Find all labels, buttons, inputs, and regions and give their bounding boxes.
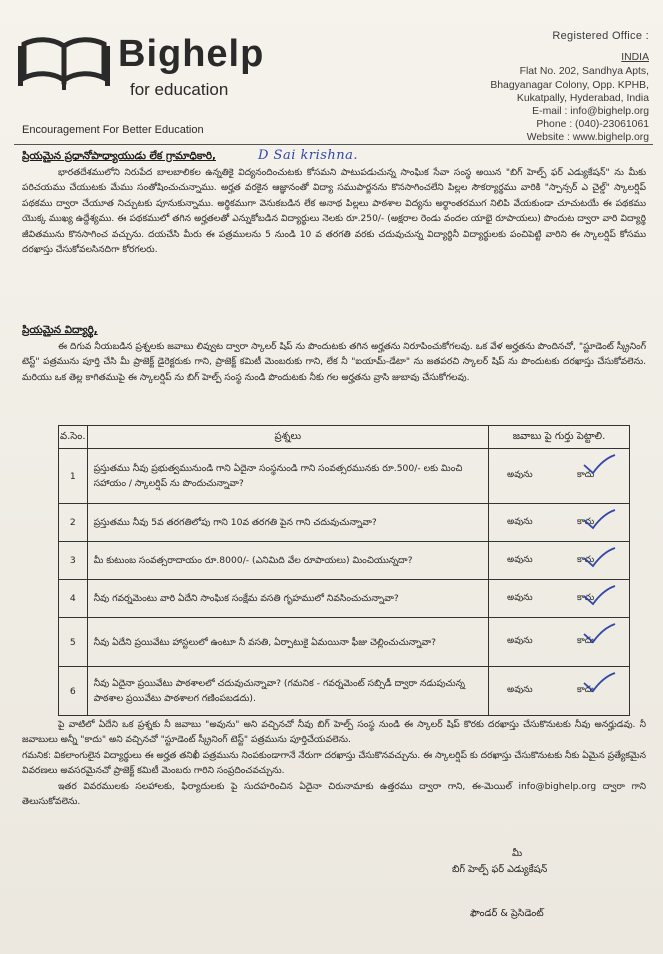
salutation-headmaster: ప్రియమైన ప్రధానోపాధ్యాయుడు లేక గ్రామాధికారి, (22, 150, 216, 162)
intro-paragraph (22, 166, 646, 258)
question-text: నీవు ఏదైనా ప్రయివేటు పాఠశాలలో చదువుచున్నావా? (గమనిక - గవర్నమెంట్ సబ్సిడీ ద్వారా నడుపుచున్న పాఠశాల ప్రయివేటు పాఠశాలగ గణింపబడదు). (87, 667, 488, 716)
question-text: మీ కుటుంబ సంవత్సరాదాయం రూ.8000/- (ఎనిమిది వేల రూపాయలు) మించియున్నదా? (87, 542, 488, 580)
open-book-logo-icon (18, 30, 110, 92)
office-label: Registered Office : (552, 30, 649, 42)
answer-cell[interactable] (489, 667, 630, 716)
no-option[interactable]: కాదు (577, 636, 595, 646)
table-row (59, 449, 630, 504)
col-header-serial: వ.సెం. (59, 426, 88, 449)
contact-note: ఇతర వివరములకు సలహాలకు, ఫిర్యాదులకు పై సుదహరించిన ఏదైనా చిరునామాకు ఉత్తరము ద్వారా గాని, ఈ-మెయిల్ info@bighelp.org ద్వారా గాని తెలుసుకోవలెను. (22, 781, 646, 808)
salutation-student: ప్రియమైన విద్యార్థి, (22, 324, 98, 336)
no-option[interactable]: కాదు (577, 516, 595, 527)
yes-option[interactable]: అవును (507, 516, 533, 527)
student-text: ఈ దిగువ నీయబడిన ప్రశ్నలకు జవాబు లివ్వుట ద్వారా స్కాలర్ షిప్ ను పొందుటకు తగిన అర్హతను నిరూపించుకోగలవు. ఒక వేళ అర్హతను పొందినచో, "స్టూడెంట్ స్క్రీనింగ్ టెస్ట్" పత్రమును పూర్తి చేసి మీ ప్రాజెక్ట్ డైరెక్టరుకు గాని, ప్రాజెక్ట్ కమిటీ మెంబరుకు గాని, లేక నీ "ఐయామ్-డేటా" ను జతపరచి స్కాలర్ షిప్ ను పొందుటకు దరఖాస్తు చేసుకోవలెను. మరియు ఒక తెల్ల కాగితముపై ఈ స్కాలర్షిప్ ను బిగ్ హెల్ప్ సంస్థ నుండి పొందుటకు నీకు గల అర్హతను వ్రాసి జుబావు చేసుకోగలవు. (22, 342, 646, 383)
office-address-line: Flat No. 202, Sandhya Apts, (519, 66, 649, 78)
closing-paragraphs (22, 718, 646, 810)
office-phone: Phone : (040)-23061061 (536, 119, 649, 131)
row-number: 2 (59, 504, 88, 542)
answer-cell[interactable] (489, 449, 630, 504)
question-text: నీవు ఏదేని ప్రయివేటు హాస్టలులో ఉంటూ నీ వసతి, ఏర్పాటుకై ఏమయినా ఫీజు చెల్లించుచున్నావా? (87, 618, 488, 667)
yes-option[interactable]: అవును (507, 554, 533, 565)
answer-cell[interactable] (489, 542, 630, 580)
tagline: Encouragement For Better Education (22, 124, 204, 136)
checkmark-icon (581, 584, 617, 608)
answer-cell[interactable] (489, 580, 630, 618)
yes-option[interactable]: అవును (507, 636, 533, 646)
signoff-title: ఫౌండర్ & ప్రెసిడెంట్ (470, 908, 544, 919)
table-row (59, 542, 630, 580)
yes-option[interactable]: అవును (507, 685, 533, 695)
col-header-questions: ప్రశ్నలు (87, 426, 488, 449)
brand-subtitle: for education (130, 80, 229, 99)
office-address-line: Bhagyanagar Colony, Opp. KPHB, (490, 79, 649, 91)
no-option[interactable]: కాదు (577, 685, 595, 695)
question-text: ప్రస్తుతము నీవు ప్రభుత్వమునుండి గాని ఏదైనా సంస్థనుండి గాని సంవత్సరమునకు రూ.500/- లకు మించి సహాయం / స్కాలర్షిప్ ను పొందుచున్నావా? (87, 449, 488, 504)
row-number: 3 (59, 542, 88, 580)
table-header-row (59, 426, 630, 449)
office-country: INDIA (621, 52, 649, 64)
signoff-yours: మీ (512, 848, 523, 859)
answer-cell[interactable] (489, 504, 630, 542)
checkmark-icon (581, 453, 617, 477)
table-row (59, 504, 630, 542)
eligibility-table (58, 425, 630, 716)
no-option[interactable]: కాదు (577, 554, 595, 565)
table-row (59, 580, 630, 618)
registered-office-block (490, 30, 649, 145)
office-email: E-mail : info@bighelp.org (532, 106, 649, 118)
brand-name: Bighelp (118, 33, 265, 75)
office-website: Website : www.bighelp.org (526, 132, 649, 144)
table-row (59, 667, 630, 716)
office-address-line: Kukatpally, Hyderabad, India (516, 92, 649, 104)
row-number: 1 (59, 449, 88, 504)
table-row (59, 618, 630, 667)
yes-option[interactable]: అవును (507, 592, 533, 603)
yes-option[interactable]: అవును (507, 470, 533, 480)
col-header-answer: జవాబు పై గుర్తు పెట్టాలి. (489, 426, 630, 449)
no-option[interactable]: కాదు (577, 592, 595, 603)
disability-note: గమనిక: వికలాంగులైన విద్యార్థులు ఈ అర్హత తనిఖీ పత్రమును నింపకుండాగానే నేరుగా దరఖాస్తు చేసుకొనవచ్చును. ఈ స్కాలర్షిప్ కు దరఖాస్తు చేసుకొనుటకు నీకు ఏమైన ప్రత్యేకమైన వివరణలు అవసరమైనచో ప్రాజెక్ట్ కమిటీ మెంబరు గారిని సంప్రదించవచ్చును. (22, 750, 646, 777)
signoff-organization: బిగ్ హెల్ప్ ఫర్ ఎడ్యుకేషన్ (452, 864, 548, 875)
header-divider (14, 144, 653, 145)
checkmark-icon (581, 622, 617, 646)
question-text: ప్రస్తుతము నీవు 5వ తరగతిలోపు గాని 10వ తరగతి పైన గాని చదువుచున్నావా? (87, 504, 488, 542)
question-text: నీవు గవర్నమెంటు వారి ఏదేని సాంఘిక సంక్షేమ వసతి గృహములో నివసించుచున్నావా? (87, 580, 488, 618)
answer-cell[interactable] (489, 618, 630, 667)
checkmark-icon (581, 671, 617, 695)
ineligibility-note: పై వాటిలో ఏదేని ఒక ప్రశ్నకు నీ జవాబు "అవును" అని వచ్చినచో నీవు బిగ్ హెల్ప్ సంస్థ నుండి ఈ స్కాలర్ షిప్ కొరకు దరఖాస్తు చేసుకొనుటకు నీవు అనర్హుడవు. నీ జవాబులు అన్నీ "కాదు" అని వచ్చినచో "స్టూడెంట్ స్క్రీనింగ్ టెస్ట్" పత్రమును పూర్తిచేయవలెను. (22, 720, 646, 746)
no-option[interactable]: కాదు (577, 470, 595, 480)
student-paragraph (22, 340, 646, 386)
row-number: 6 (59, 667, 88, 716)
handwritten-name: D Sai krishna. (258, 148, 359, 163)
intro-text: భారతదేశములోని నిరుపేద బాలబాలికల ఉన్నతికై విద్యనందించుటకు కోసమని పాటుపడుచున్న సాంఘిక సేవా సంస్థ అయిన "బిగ్ హెల్ప్ ఫర్ ఎడ్యుకేషన్" ను మీకు పరిచయము చేయుటకు మేము సంతోషించుచున్నాము. అర్హత వరకైన ఆజ్ఞానంతో విద్యా సముపార్జనను కొనసాగించలేని పిల్లల సౌకర్యార్థము వారికి "స్పాన్సర్ ఎ చైల్డ్" స్కాలర్షిప్ పథకము ద్వారా చేయూత నిచ్చుటకు పూనుకున్నాము. అర్థికముగా వెనుకబడిన లేక అనాథ పిల్లలు పాఠశాల విద్యను అర్థాంతరముగ నిలిపి వేయకుండా చూచుటయే ఈ పథకము యొక్క ముఖ్య ఉద్దేశ్యము. ఈ పథకములో తగిన అర్హతలతో ఎన్నుకోబడిన విద్యార్థులు నెలకు రూ.250/- (అక్షరాల రెండు వందల యాభై రూపాయలు) పొందుట ద్వారా వారి విద్యార్థి జీవితమును కొనసాగించ వచ్చును. దయచేసి మీరు ఈ పత్రములను 5 నుండి 10 వ తరగతి వరకు చదువుచున్న విద్యార్థినీ విద్యార్థులకు పంచిపెట్టి వారిని ఈ స్కాలర్షిప్ కోసము దరఖాస్తు చేసుకోవలసినదిగా కోరగలరు. (22, 168, 646, 256)
checkmark-icon (581, 508, 617, 532)
checkmark-icon (581, 546, 617, 570)
row-number: 4 (59, 580, 88, 618)
row-number: 5 (59, 618, 88, 667)
